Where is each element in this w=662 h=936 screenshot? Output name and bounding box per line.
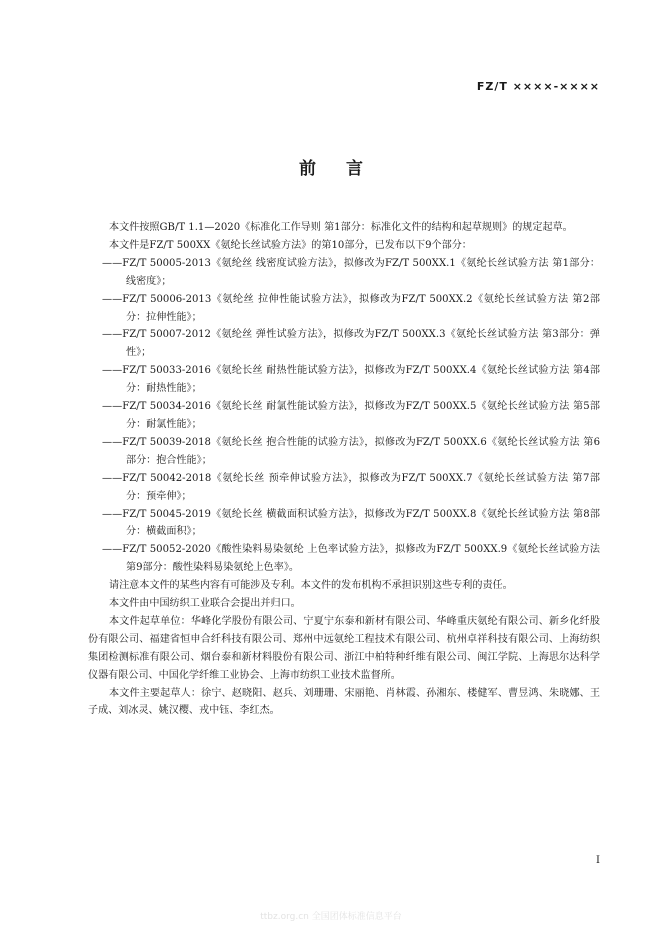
list-item: ——FZ/T 50005-2013《氨纶丝 线密度试验方法》，拟修改为FZ/T 500XX.1《氨纶长丝试验方法 第1部分：线密度》；	[102, 257, 600, 287]
paragraph-drafters: 本文件主要起草人：徐宁、赵晓阳、赵兵、刘珊珊、宋丽艳、肖林霞、孙湘东、楼健军、曹昱鸿、朱晓娜、王子成、刘冰灵、姚汉樱、戎中钰、李红杰。	[88, 687, 600, 717]
list-item: ——FZ/T 50033-2016《氨纶长丝 耐热性能试验方法》，拟修改为FZ/T 500XX.4《氨纶长丝试验方法 第4部分：耐热性能》；	[102, 365, 600, 395]
list-item: ——FZ/T 50039-2018《氨纶长丝 抱合性能的试验方法》，拟修改为FZ/T 500XX.6《氨纶长丝试验方法 第6部分：抱合性能》；	[102, 436, 600, 466]
list-item: ——FZ/T 50007-2012《氨纶丝 弹性试验方法》，拟修改为FZ/T 500XX.3《氨纶长丝试验方法 第3部分：弹性》；	[102, 329, 600, 359]
list-item: ——FZ/T 50042-2018《氨纶长丝 预牵伸试验方法》，拟修改为FZ/T 500XX.7《氨纶长丝试验方法 第7部分：预牵伸》；	[102, 472, 600, 502]
document-body	[88, 219, 600, 720]
list-item: ——FZ/T 50006-2013《氨纶丝 拉伸性能试验方法》，拟修改为FZ/T 500XX.2《氨纶长丝试验方法 第2部分：拉伸性能》；	[102, 293, 600, 323]
paragraph-drafting-units: 本文件起草单位：华峰化学股份有限公司、宁夏宁东泰和新材有限公司、华峰重庆氨纶有限公司、新乡化纤股份有限公司、福建省恒申合纤科技有限公司、郑州中远氨纶工程技术有限公司、杭州卓祥科技有限公司、上海纺织集团检测标准有限公司、烟台泰和新材料股份有限公司、浙江中柏特种纤维有限公司、闽江学院、上海思尔达科学仪器有限公司、中国化学纤维工业协会、上海市纺织工业技术监督所。	[88, 615, 600, 681]
paragraph-patent-notice: 请注意本文件的某些内容有可能涉及专利。本文件的发布机构不承担识别这些专利的责任。	[109, 580, 513, 592]
list-item: ——FZ/T 50034-2016《氨纶长丝 耐氯性能试验方法》，拟修改为FZ/T 500XX.5《氨纶长丝试验方法 第5部分：耐氯性能》；	[102, 401, 600, 430]
page-title: 前言	[299, 159, 393, 179]
paragraph-proposer: 本文件由中国纺织工业联合会提出并归口。	[109, 598, 301, 610]
paragraph-part-statement: 本文件是FZ/T 500XX《氨纶长丝试验方法》的第10部分，已发布以下9个部分：	[109, 239, 472, 251]
list-item: ——FZ/T 50045-2019《氨纶长丝 横截面积试验方法》，拟修改为FZ/T 500XX.8《氨纶长丝试验方法 第8部分：横截面积》；	[102, 508, 600, 538]
watermark: ttbz.org.cn 全国团体标准信息平台	[260, 912, 402, 922]
standard-code: FZ/T ××××-××××	[476, 80, 600, 93]
page-number: I	[596, 855, 600, 866]
paragraph-drafting-rules: 本文件按照GB/T 1.1—2020《标准化工作导则 第1部分：标准化文件的结构和起草规则》的规定起草。	[109, 222, 573, 233]
list-item: ——FZ/T 50052-2020《酸性染料易染氨纶 上色率试验方法》，拟修改为FZ/T 500XX.9《氨纶长丝试验方法 第9部分：酸性染料易染氨纶上色率》。	[102, 544, 600, 574]
